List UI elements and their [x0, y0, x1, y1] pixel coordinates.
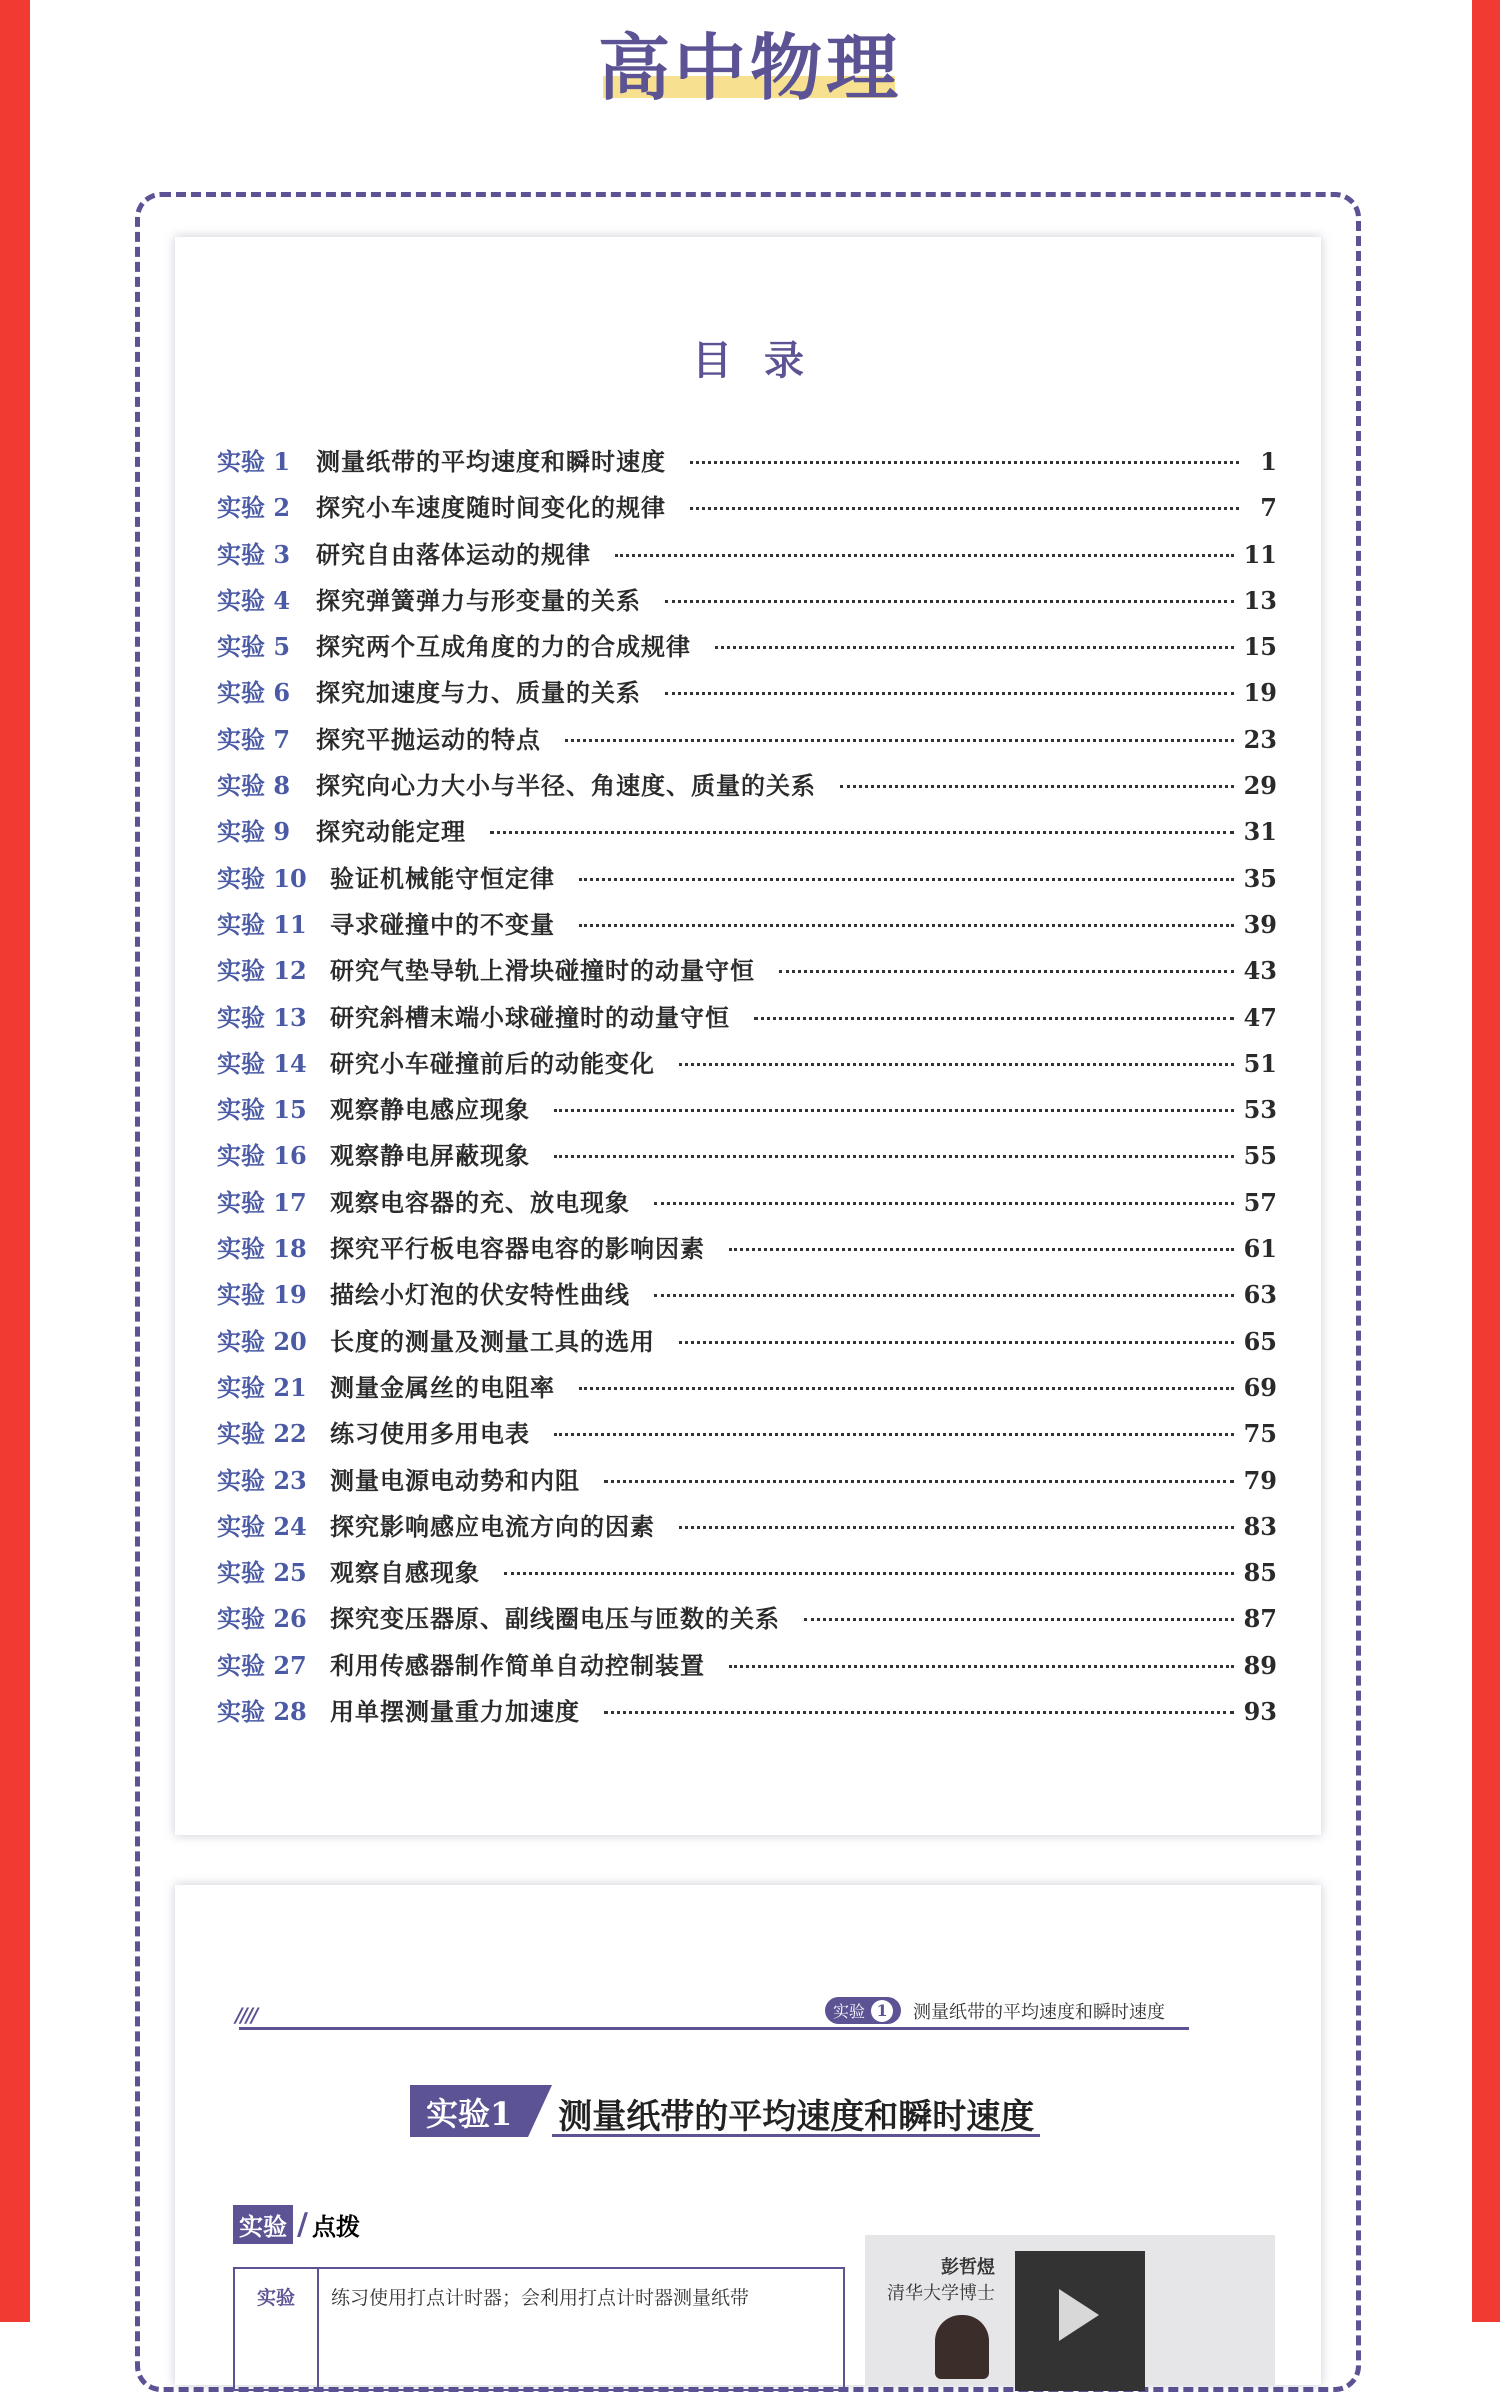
toc-item-title: 研究斜槽末端小球碰撞时的动量守恒: [330, 1003, 730, 1032]
video-thumbnail[interactable]: [865, 2235, 1275, 2385]
toc-item-title: 研究气垫导轨上滑块碰撞时的动量守恒: [330, 957, 755, 986]
teacher-title: 清华大学博士: [887, 2283, 995, 2304]
teacher-avatar: [935, 2315, 989, 2379]
toc-item-label: 实验 7: [217, 724, 291, 754]
toc-item-label: 实验 16: [217, 1141, 307, 1171]
header-stripes: ////: [235, 2003, 257, 2027]
toc-item[interactable]: [217, 1553, 1277, 1599]
toc-item-page: 53: [1243, 1095, 1277, 1125]
toc-item-page: 57: [1243, 1187, 1277, 1217]
toc-item-title: 研究自由落体运动的规律: [316, 540, 591, 569]
toc-leader-dots: [754, 1017, 1234, 1020]
running-header: [825, 1997, 1165, 2024]
toc-item-title: 描绘小灯泡的伏安特性曲线: [330, 1281, 630, 1310]
toc-item-page: 85: [1243, 1558, 1277, 1588]
toc-item[interactable]: [217, 1646, 1277, 1692]
header-rule: [239, 2027, 1189, 2030]
chapter-tag: 实验1: [410, 2085, 528, 2137]
toc-item-title: 探究弹簧弹力与形变量的关系: [316, 586, 641, 615]
toc-item-label: 实验 11: [217, 909, 307, 939]
toc-item-title: 探究小车速度随时间变化的规律: [316, 494, 666, 523]
toc-leader-dots: [690, 507, 1239, 510]
toc-item-title: 探究平抛运动的特点: [316, 725, 541, 754]
toc-item[interactable]: [217, 442, 1277, 488]
toc-item-page: 23: [1243, 724, 1277, 754]
toc-item-label: 实验 14: [217, 1048, 307, 1078]
toc-item[interactable]: [217, 1136, 1277, 1182]
toc-item-title: 探究影响感应电流方向的因素: [330, 1512, 655, 1541]
toc-item[interactable]: [217, 1461, 1277, 1507]
toc-item-title: 利用传感器制作简单自动控制装置: [330, 1651, 705, 1680]
toc-item-page: 51: [1243, 1048, 1277, 1078]
toc-item-label: 实验 24: [217, 1511, 307, 1541]
toc-item[interactable]: [217, 859, 1277, 905]
toc-item-title: 观察自感现象: [330, 1559, 480, 1588]
toc-leader-dots: [615, 554, 1234, 557]
toc-leader-dots: [504, 1572, 1234, 1575]
toc-item[interactable]: [217, 905, 1277, 951]
left-red-border: [0, 0, 30, 2322]
toc-item-page: 39: [1243, 909, 1277, 939]
teacher-name: 彭哲煜: [941, 2257, 995, 2278]
toc-item-title: 观察静电感应现象: [330, 1096, 530, 1125]
toc-item-title: 探究两个互成角度的力的合成规律: [316, 633, 691, 662]
toc-item-label: 实验 13: [217, 1002, 307, 1032]
toc-item[interactable]: [217, 766, 1277, 812]
toc-leader-dots: [840, 785, 1234, 788]
toc-leader-dots: [715, 646, 1234, 649]
toc-item-label: 实验 19: [217, 1280, 307, 1310]
toc-item[interactable]: [217, 951, 1277, 997]
toc-leader-dots: [679, 1526, 1234, 1529]
toc-item-title: 探究变压器原、副线圈电压与匝数的关系: [330, 1605, 780, 1634]
toc-item[interactable]: [217, 627, 1277, 673]
right-red-border: [1472, 0, 1500, 2322]
header-pill: 实验 1: [825, 1997, 901, 2024]
toc-leader-dots: [554, 1433, 1234, 1436]
toc-leader-dots: [579, 1387, 1234, 1390]
toc-item-label: 实验 5: [217, 632, 291, 662]
toc-item-title: 寻求碰撞中的不变量: [330, 910, 555, 939]
toc-leader-dots: [654, 1202, 1234, 1205]
toc-leader-dots: [665, 600, 1234, 603]
toc-item-title: 测量金属丝的电阻率: [330, 1373, 555, 1402]
toc-item-label: 实验 8: [217, 771, 291, 801]
toc-item-page: 61: [1243, 1234, 1277, 1264]
toc-item-page: 35: [1243, 863, 1277, 893]
toc-item-page: 47: [1243, 1002, 1277, 1032]
toc-item[interactable]: [217, 1368, 1277, 1414]
toc-leader-dots: [565, 739, 1234, 742]
toc-item[interactable]: [217, 1692, 1277, 1738]
toc-item-page: 13: [1243, 585, 1277, 615]
toc-item-label: 实验 4: [217, 585, 291, 615]
section-tag: 实验: [233, 2205, 293, 2244]
toc-item[interactable]: [217, 998, 1277, 1044]
toc-page: [175, 237, 1321, 1835]
toc-leader-dots: [490, 831, 1234, 834]
toc-leader-dots: [554, 1109, 1234, 1112]
toc-item-label: 实验 25: [217, 1558, 307, 1588]
toc-item-title: 练习使用多用电表: [330, 1420, 530, 1449]
toc-item-label: 实验 20: [217, 1326, 307, 1356]
toc-item-page: 19: [1243, 678, 1277, 708]
toc-item-title: 观察静电屏蔽现象: [330, 1142, 530, 1171]
toc-item-title: 探究向心力大小与半径、角速度、质量的关系: [316, 772, 816, 801]
toc-item-label: 实验 22: [217, 1419, 307, 1449]
table-cell: 练习使用打点计时器；会利用打点计时器测量纸带: [331, 2287, 750, 2309]
page-title-text: 高中物理: [597, 26, 902, 110]
toc-item-page: 65: [1243, 1326, 1277, 1356]
toc-item-title: 测量电源电动势和内阻: [330, 1466, 580, 1495]
toc-item-label: 实验 18: [217, 1234, 307, 1264]
toc-item[interactable]: [217, 1414, 1277, 1460]
objectives-table: [233, 2267, 845, 2391]
toc-item-label: 实验 17: [217, 1187, 307, 1217]
toc-item-page: 29: [1243, 771, 1277, 801]
toc-item-label: 实验 9: [217, 817, 291, 847]
toc-item-title: 验证机械能守恒定律: [330, 864, 555, 893]
table-head: 实验: [235, 2269, 319, 2389]
toc-leader-dots: [729, 1665, 1234, 1668]
toc-item-title: 观察电容器的充、放电现象: [330, 1188, 630, 1217]
toc-item-title: 探究平行板电容器电容的影响因素: [330, 1235, 705, 1264]
toc-item-page: 55: [1243, 1141, 1277, 1171]
toc-leader-dots: [554, 1155, 1234, 1158]
toc-item-label: 实验 26: [217, 1604, 307, 1634]
chapter-title: [410, 2085, 1040, 2137]
toc-item-page: 87: [1243, 1604, 1277, 1634]
section-heading: 实验 / 点拨: [233, 2205, 360, 2244]
toc-item-label: 实验 21: [217, 1372, 307, 1402]
toc-item-label: 实验 15: [217, 1095, 307, 1125]
toc-item-title: 长度的测量及测量工具的选用: [330, 1327, 655, 1356]
toc-item[interactable]: [217, 1275, 1277, 1321]
toc-item-label: 实验 2: [217, 493, 291, 523]
toc-item-label: 实验 3: [217, 539, 291, 569]
toc-leader-dots: [779, 970, 1234, 973]
toc-item[interactable]: [217, 673, 1277, 719]
toc-item[interactable]: [217, 581, 1277, 627]
toc-heading: 目录: [692, 337, 836, 384]
toc-leader-dots: [679, 1063, 1234, 1066]
toc-item[interactable]: [217, 1229, 1277, 1275]
toc-item-title: 测量纸带的平均速度和瞬时速度: [316, 448, 666, 476]
toc-leader-dots: [604, 1480, 1234, 1483]
toc-item[interactable]: [217, 720, 1277, 766]
toc-item-page: 7: [1260, 493, 1277, 523]
toc-item[interactable]: [217, 1507, 1277, 1553]
toc-item-page: 79: [1243, 1465, 1277, 1495]
toc-item-title: 探究动能定理: [316, 818, 466, 847]
play-icon[interactable]: [1059, 2289, 1099, 2341]
toc-leader-dots: [665, 692, 1234, 695]
toc-leader-dots: [654, 1294, 1234, 1297]
toc-item-label: 实验 10: [217, 863, 307, 893]
section-title: 点拨: [311, 2212, 360, 2241]
toc-item-title: 研究小车碰撞前后的动能变化: [330, 1049, 655, 1078]
chapter-name: 测量纸带的平均速度和瞬时速度: [552, 2085, 1040, 2137]
toc-item[interactable]: [217, 535, 1277, 581]
page-title: [0, 10, 1500, 114]
toc-item-page: 63: [1243, 1280, 1277, 1310]
toc-item-page: 83: [1243, 1511, 1277, 1541]
toc-item[interactable]: [217, 1599, 1277, 1645]
toc-item-title: 探究加速度与力、质量的关系: [316, 679, 641, 708]
toc-item-title: 用单摆测量重力加速度: [330, 1698, 580, 1727]
toc-leader-dots: [690, 461, 1239, 464]
toc-leader-dots: [604, 1711, 1234, 1714]
toc-item-page: 69: [1243, 1372, 1277, 1402]
toc-item-page: 89: [1243, 1650, 1277, 1680]
toc-item-page: 31: [1243, 817, 1277, 847]
toc-leader-dots: [679, 1341, 1234, 1344]
toc-item-label: 实验 12: [217, 956, 307, 986]
toc-item-label: 实验 6: [217, 678, 291, 708]
teacher-info: [887, 2255, 995, 2307]
toc-leader-dots: [729, 1248, 1234, 1251]
toc-leader-dots: [804, 1618, 1234, 1621]
preview-page: [175, 1885, 1321, 2385]
video-screen: [1015, 2251, 1145, 2391]
toc-list: [217, 442, 1277, 1738]
toc-item[interactable]: [217, 1183, 1277, 1229]
toc-item[interactable]: [217, 1090, 1277, 1136]
toc-item-label: 实验 23: [217, 1465, 307, 1495]
toc-item-label: 实验 28: [217, 1697, 307, 1727]
toc-item[interactable]: [217, 1322, 1277, 1368]
toc-item-page: 1: [1260, 447, 1277, 476]
toc-item[interactable]: [217, 1044, 1277, 1090]
toc-item-label: 实验 27: [217, 1650, 307, 1680]
toc-item-page: 43: [1243, 956, 1277, 986]
toc-item[interactable]: [217, 488, 1277, 534]
running-header-text: 测量纸带的平均速度和瞬时速度: [913, 2001, 1166, 2023]
toc-leader-dots: [579, 924, 1234, 927]
toc-item-page: 15: [1243, 632, 1277, 662]
toc-item-label: 实验 1: [217, 447, 291, 476]
toc-item[interactable]: [217, 812, 1277, 858]
toc-item-page: 11: [1243, 539, 1277, 569]
toc-item-page: 75: [1243, 1419, 1277, 1449]
toc-item-page: 93: [1243, 1697, 1277, 1727]
toc-leader-dots: [579, 878, 1234, 881]
